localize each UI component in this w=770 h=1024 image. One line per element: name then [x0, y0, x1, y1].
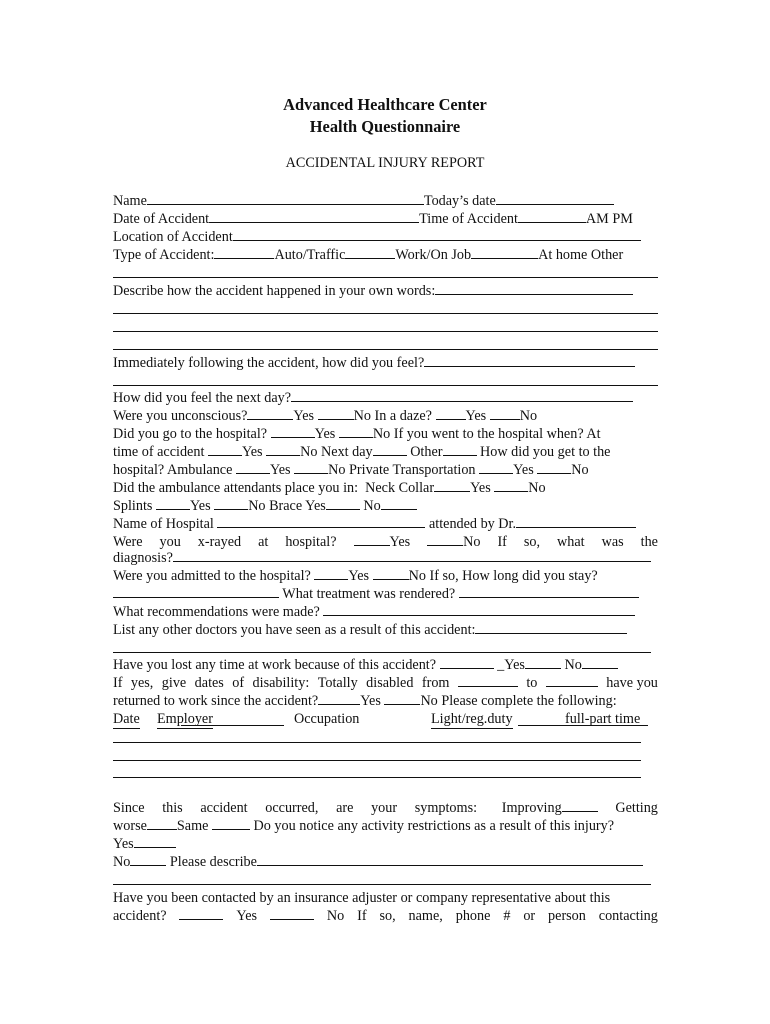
yes-label: Yes — [314, 426, 336, 442]
other-label: Other — [410, 444, 443, 460]
returned-row — [113, 692, 658, 710]
disability-word: If — [113, 675, 123, 691]
xray-word: Were — [113, 534, 143, 550]
daze-no-field[interactable] — [490, 407, 520, 420]
disability-word: disability: — [252, 675, 310, 691]
diagnosis-field[interactable] — [173, 549, 651, 562]
restrictions-yes-field[interactable] — [134, 835, 176, 848]
ambulance-yes-field[interactable] — [236, 461, 270, 474]
disabled-from-field[interactable] — [458, 674, 518, 687]
recommendations-label: What recommendations were made? — [113, 604, 320, 620]
disability-word: dates — [194, 675, 224, 691]
other-doctors-line[interactable] — [113, 652, 651, 653]
yes-label: Yes — [269, 462, 291, 478]
insurance-word: or — [523, 908, 536, 924]
disability-word: of — [232, 675, 245, 691]
yes-label: Yes — [241, 444, 263, 460]
yes-label: Yes — [189, 498, 211, 514]
diagnosis-row — [113, 549, 658, 567]
ambulance-place-label: Did the ambulance attendants place you in: — [113, 480, 359, 496]
employment-line-2[interactable] — [113, 760, 641, 761]
type-row — [113, 246, 658, 264]
insurance-word: contacting — [598, 908, 658, 924]
hospital-no-field[interactable] — [339, 425, 373, 438]
hospital-label: Did you go to the hospital? — [113, 426, 268, 442]
hospital-name-field[interactable] — [217, 515, 425, 528]
splints-yes-field[interactable] — [156, 497, 190, 510]
next-day-option-field[interactable] — [373, 443, 407, 456]
admitted-label: Were you admitted to the hospital? — [113, 568, 311, 584]
name-row — [113, 192, 658, 210]
accident-q-label: accident? — [113, 908, 167, 924]
location-field[interactable] — [233, 228, 641, 241]
insurance-answer-row — [113, 907, 658, 925]
daze-label: No In a daze? — [353, 408, 432, 424]
splints-label: Splints — [113, 498, 153, 514]
todays-date-label: Today’s date — [423, 193, 496, 209]
xray-word: what — [557, 534, 585, 550]
insurance-no-field[interactable] — [270, 907, 314, 920]
getting-label: Getting — [615, 800, 658, 816]
auto-traffic-label: Auto/Traffic — [274, 247, 346, 263]
xray-word: at — [258, 534, 269, 550]
insurance-word: so, — [379, 908, 396, 924]
immediately-line[interactable] — [113, 385, 658, 386]
yes-label: Yes — [236, 908, 258, 924]
symptoms-word: occurred, — [265, 800, 319, 816]
xray-word: x-rayed — [197, 534, 242, 550]
date-of-accident-label: Date of Accident — [113, 211, 210, 227]
describe-label: Describe how the accident happened in your own words: — [113, 283, 436, 299]
work-job-label: Work/On Job — [395, 247, 472, 263]
lost-no-field[interactable] — [582, 656, 618, 669]
lost-time-row — [113, 656, 658, 674]
date-of-accident-field[interactable] — [209, 210, 419, 223]
symptoms-word: accident — [200, 800, 248, 816]
private-label: No Private Transportation — [328, 462, 476, 478]
no-label: No — [528, 480, 546, 496]
to-label: to — [526, 675, 538, 691]
hospital-name-row — [113, 515, 658, 533]
no-label: No — [363, 498, 381, 514]
next-day-label: How did you feel the next day? — [113, 390, 292, 406]
disability-row — [113, 674, 658, 692]
form-title: Health Questionnaire — [309, 117, 461, 136]
improving-label: Improving — [501, 800, 562, 816]
xray-word: hospital? — [285, 534, 337, 550]
neck-collar-no-field[interactable] — [494, 479, 528, 492]
ambulance-label: hospital? Ambulance — [113, 462, 233, 478]
time-of-accident-label: Time of Accident — [419, 211, 518, 227]
other-doctors-row — [113, 621, 658, 639]
insurance-label: Have you been contacted by an insurance adjuster or company representative about this — [113, 890, 611, 906]
recommendations-row — [113, 603, 658, 621]
symptoms-word: Since — [113, 800, 145, 816]
location-label: Location of Accident — [113, 229, 233, 245]
header-occupation-underline — [181, 725, 284, 726]
auto-traffic-field[interactable] — [214, 246, 274, 259]
date-time-row — [113, 210, 658, 228]
yes-label: Yes — [348, 568, 370, 584]
returned-no-field[interactable] — [384, 692, 420, 705]
describe-restrictions-line[interactable] — [113, 884, 651, 885]
same-field[interactable] — [212, 817, 250, 830]
brace-no-field[interactable] — [381, 497, 417, 510]
diagnosis-label: diagnosis? — [113, 550, 173, 566]
treatment-row — [113, 585, 658, 603]
describe-line-2[interactable] — [113, 331, 658, 332]
same-label: Same — [176, 818, 209, 834]
lost-yes-label: _Yes — [497, 657, 525, 673]
insurance-word: If — [357, 908, 367, 924]
other-doctors-field[interactable] — [475, 621, 627, 634]
returned-label: returned to work since the accident? — [113, 693, 319, 709]
treatment-label: What treatment was rendered? — [282, 586, 456, 602]
header-occupation: Occupation — [294, 711, 360, 727]
immediately-row — [113, 354, 658, 372]
insurance-word: phone — [455, 908, 491, 924]
splints-no-field[interactable] — [214, 497, 248, 510]
time-of-accident-field[interactable] — [518, 210, 586, 223]
describe-line-1[interactable] — [113, 313, 658, 314]
restrictions-yes-row — [113, 835, 658, 853]
header-fullpart-underline — [518, 725, 648, 726]
other-doctors-label: List any other doctors you have seen as a result of this accident: — [113, 622, 476, 638]
brace-yes-field[interactable] — [326, 497, 360, 510]
next-day-opt-label: No Next day — [300, 444, 373, 460]
returned-yes-field[interactable] — [318, 692, 360, 705]
symptoms-word: symptoms: — [414, 800, 478, 816]
xray-word: you — [159, 534, 181, 550]
insurance-yes-field[interactable] — [179, 907, 223, 920]
yes-label: Yes — [513, 462, 534, 478]
immediately-field[interactable] — [424, 354, 635, 367]
disability-word: yes, — [130, 675, 154, 691]
lost-time-blank[interactable] — [440, 656, 494, 669]
name-field[interactable] — [147, 192, 424, 205]
restrictions-no-field[interactable] — [130, 853, 166, 866]
worse-row — [113, 817, 658, 835]
lost-time-label: Have you lost any time at work because of this accident? — [113, 657, 437, 673]
header-date: Date — [113, 711, 140, 727]
how-get-label: How did you get to the — [480, 444, 611, 460]
admitted-row — [113, 567, 658, 585]
have-you-label: have you — [606, 675, 658, 691]
please-complete-label: No Please complete the following: — [420, 693, 617, 709]
am-pm-label: AM PM — [585, 211, 633, 227]
hospital-yes-field[interactable] — [271, 425, 315, 438]
hospital-when-label: No If you went to the hospital when? At — [372, 426, 601, 442]
xray-word: was — [601, 534, 624, 550]
disability-word: from — [421, 675, 450, 691]
disabled-to-field[interactable] — [546, 674, 598, 687]
attended-by-label: attended by Dr. — [428, 516, 517, 532]
restrictions-no-row — [113, 853, 658, 871]
immediately-label: Immediately following the accident, how did you feel? — [113, 355, 425, 371]
yes-label: Yes — [360, 693, 381, 709]
no-label: No — [519, 408, 538, 424]
please-describe-field[interactable] — [257, 853, 643, 866]
restrictions-label: Do you notice any activity restrictions as a result of this injury? — [253, 818, 615, 834]
next-day-no-field[interactable] — [266, 443, 300, 456]
brace-label: No Brace Yes — [248, 498, 326, 514]
unconscious-row — [113, 407, 658, 425]
work-job-field[interactable] — [345, 246, 395, 259]
neck-collar-label: Neck Collar — [365, 480, 435, 496]
private-yes-field[interactable] — [479, 461, 513, 474]
next-day-row — [113, 389, 658, 407]
lost-no-label: No — [564, 657, 582, 673]
home-field[interactable] — [471, 246, 538, 259]
worse-field[interactable] — [147, 817, 177, 830]
daze-yes-field[interactable] — [436, 407, 466, 420]
admitted-tail-label: No If so, How long did you stay? — [408, 568, 598, 584]
splints-row — [113, 497, 658, 515]
yes-label: Yes — [389, 534, 411, 550]
stay-length-field[interactable] — [113, 585, 279, 598]
no-label: No — [326, 908, 345, 924]
yes-label: Yes — [465, 408, 487, 424]
restrictions-no-label: No — [113, 854, 131, 870]
org-name: Advanced Healthcare Center — [283, 95, 487, 114]
type-other-line[interactable] — [113, 277, 658, 278]
employment-line-1[interactable] — [113, 742, 641, 743]
restrictions-yes-label: Yes — [113, 836, 134, 852]
time-label: time of accident — [113, 444, 205, 460]
xray-word: so, — [523, 534, 541, 550]
location-row — [113, 228, 658, 246]
hospital-name-label: Name of Hospital — [113, 516, 214, 532]
xray-no-field[interactable] — [427, 533, 463, 546]
symptoms-word: your — [371, 800, 398, 816]
disability-word: give — [161, 675, 187, 691]
yes-label: Yes — [293, 408, 315, 424]
insurance-word: # — [503, 908, 511, 924]
please-describe-label: Please describe — [169, 854, 257, 870]
no-label: No — [463, 534, 481, 550]
time-yes-field[interactable] — [208, 443, 242, 456]
worse-label: worse — [113, 818, 147, 834]
header-employer: Employer — [157, 711, 213, 727]
header-duty: Light/reg.duty — [431, 711, 513, 727]
attended-by-field[interactable] — [516, 515, 636, 528]
hospital-row — [113, 425, 658, 443]
ambulance-row — [113, 461, 658, 479]
header-full-part: full-part time — [565, 711, 641, 727]
insurance-word: name, — [408, 908, 443, 924]
treatment-field[interactable] — [459, 585, 639, 598]
no-label: No — [571, 462, 589, 478]
describe-line-3[interactable] — [113, 349, 658, 350]
symptoms-word: this — [162, 800, 183, 816]
unconscious-label: Were you unconscious? — [113, 408, 248, 424]
type-label: Type of Accident: — [113, 247, 215, 263]
unconscious-no-field[interactable] — [318, 407, 354, 420]
symptoms-word: are — [336, 800, 354, 816]
describe-row — [113, 282, 658, 300]
name-label: Name — [113, 193, 147, 209]
recommendations-field[interactable] — [323, 603, 635, 616]
report-title: ACCIDENTAL INJURY REPORT — [285, 155, 485, 171]
next-day-field[interactable] — [291, 389, 633, 402]
yes-label: Yes — [470, 480, 491, 496]
xray-yes-field[interactable] — [354, 533, 390, 546]
hospital-time-row — [113, 443, 658, 461]
unconscious-yes-field[interactable] — [247, 407, 293, 420]
private-no-field[interactable] — [537, 461, 571, 474]
home-other-label: At home Other — [538, 247, 624, 263]
disability-word: Totally — [317, 675, 358, 691]
describe-field[interactable] — [435, 282, 633, 295]
xray-word: If — [497, 534, 507, 550]
employment-line-3[interactable] — [113, 777, 641, 778]
other-field[interactable] — [443, 443, 477, 456]
lost-yes-field[interactable] — [525, 656, 561, 669]
symptoms-row — [113, 799, 658, 817]
ambulance-place-row — [113, 479, 658, 497]
insurance-word: person — [548, 908, 586, 924]
disability-word: disabled — [366, 675, 414, 691]
admitted-yes-field[interactable] — [314, 567, 348, 580]
improving-field[interactable] — [562, 799, 598, 812]
insurance-row — [113, 889, 658, 907]
xray-word: the — [640, 534, 658, 550]
ambulance-no-field[interactable] — [294, 461, 328, 474]
neck-collar-yes-field[interactable] — [434, 479, 470, 492]
admitted-no-field[interactable] — [373, 567, 409, 580]
todays-date-field[interactable] — [496, 192, 614, 205]
